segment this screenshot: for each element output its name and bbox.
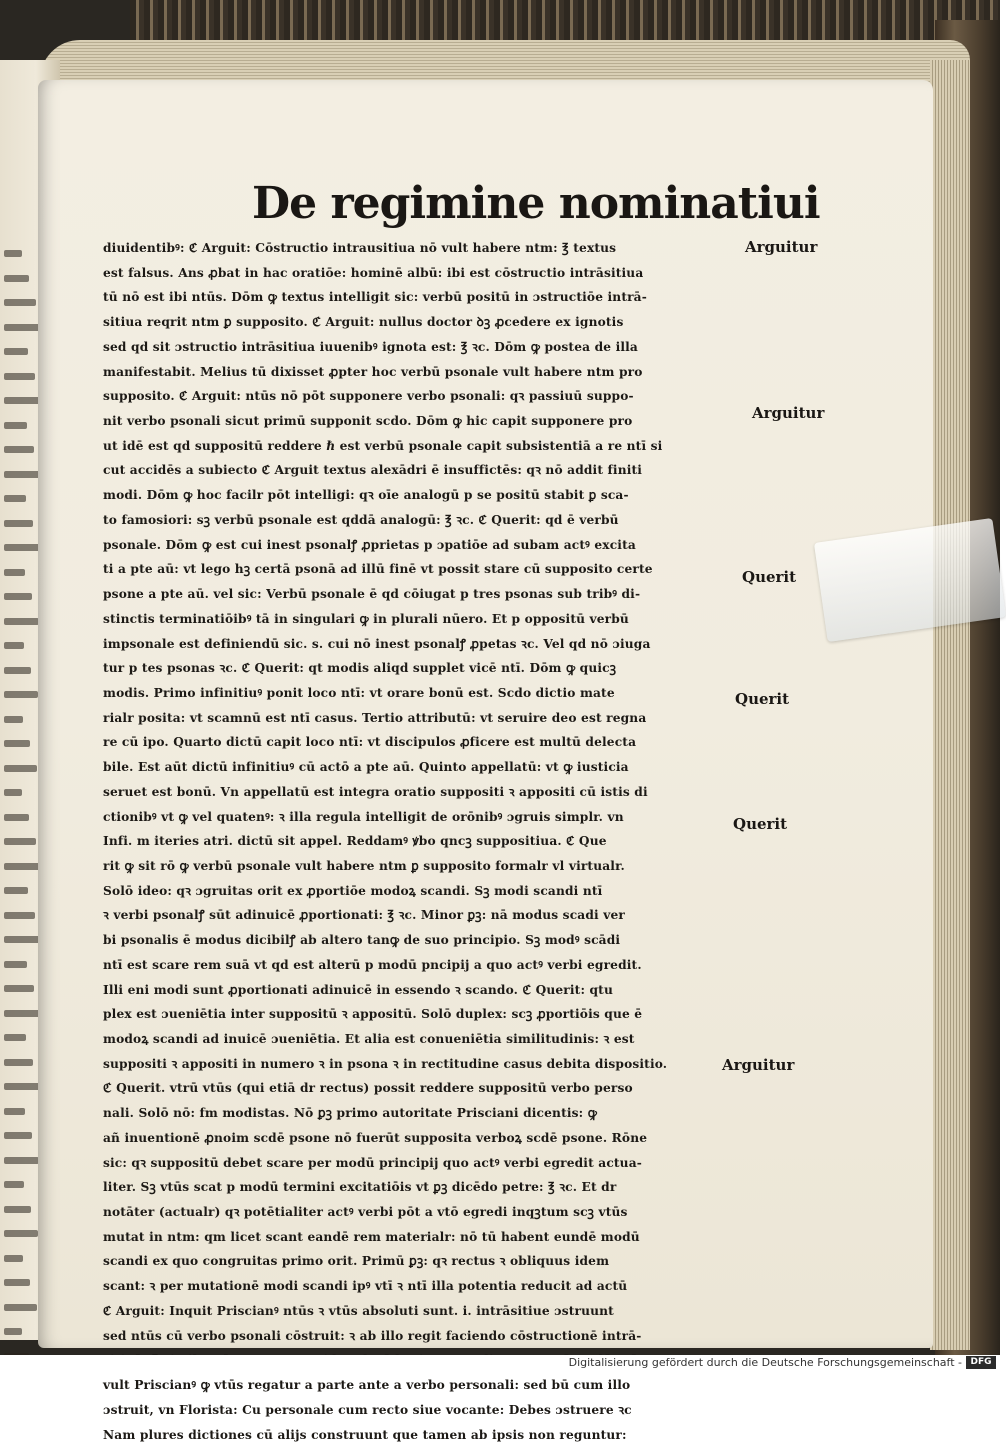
- facing-page-text-fragment: [4, 1132, 32, 1139]
- text-line: ctionibꝰ vt ꝙ vel quatenꝰ: ꝛ illa regula intelligit de orōnibꝰ ɔgruis simplr. vn: [103, 805, 728, 830]
- text-line: Solō ideo: qꝛ ɔgruitas orit ex ꝓportiōe modoꝝ scandi. Sꝫ modi scandi ntī: [103, 879, 728, 904]
- text-line: modi. Dōm ꝙ hoc facilr pōt intelligi: qꝛ oīe analogū p se positū stabit ꝑ sca-: [103, 483, 728, 508]
- facing-page-text-fragment: [4, 495, 26, 502]
- text-line: ɔstruit, vn Florista: Cu personale cum recto siue vocante: Debes ɔstruere ꝛc: [103, 1398, 728, 1423]
- text-line: sic: qꝛ suppositū debet scare per modū principij quo actꝰ verbi egredit actua-: [103, 1151, 728, 1176]
- facing-page-text-fragment: [4, 1255, 23, 1262]
- marginal-note: Querit: [733, 815, 787, 833]
- facing-page-text-fragment: [4, 789, 22, 796]
- facing-page-text-fragment: [4, 667, 31, 674]
- text-line: to famosiori: sꝫ verbū psonale est qddā analogū: ℥ ꝛc. ℭ Querit: qd ē verbū: [103, 508, 728, 533]
- facing-page-text-fragment: [4, 593, 32, 600]
- text-line: mutat in ntm: qm licet scant eandē rem materialr: nō tū habent eundē modū: [103, 1225, 728, 1250]
- facing-page-text-fragment: [4, 1279, 30, 1286]
- text-line: nit verbo psonali sicut primū supponit scdo. Dōm ꝙ hic capit supponere pro: [103, 409, 728, 434]
- text-line: ut idē est qd suppositū reddere ℏ est verbū psonale capit subsistentiā a re ntī si: [103, 434, 728, 459]
- facing-page-text-fragment: [4, 1157, 39, 1164]
- facing-page-text-fragment: [4, 373, 35, 380]
- facing-page-text-fragment: [4, 912, 35, 919]
- text-line: diuidentibꝰ: ℭ Arguit: Cōstructio intrausitiua nō vult habere ntm: ℥ textus: [103, 236, 728, 261]
- facing-page-text-fragment: [4, 887, 28, 894]
- page-title: De regimine nominatiui: [252, 178, 692, 229]
- facing-page-text-fragment: [4, 569, 25, 576]
- text-line: stinctis terminatiōibꝰ tā in singulari ꝙ in plurali nūero. Et p oppositū verbū: [103, 607, 728, 632]
- facing-page-text-fragment: [4, 1230, 38, 1237]
- facing-page-text-fragment: [4, 1034, 26, 1041]
- facing-page-text-fragment: [4, 985, 34, 992]
- text-line: sed qd sit ɔstructio intrāsitiua iuuenibꝰ ignota est: ℥ ꝛc. Dōm ꝙ postea de illa: [103, 335, 728, 360]
- facing-page-text-fragment: [4, 691, 38, 698]
- marginal-note: Arguitur: [722, 1056, 794, 1074]
- facing-page-text-fragment: [4, 1059, 33, 1066]
- text-line: re cū ipo. Quarto dictū capit loco ntī: vt discipulos ꝓficere est multū delecta: [103, 730, 728, 755]
- facing-page-text-fragment: [4, 716, 23, 723]
- text-line: liter. Sꝫ vtūs scat p modū termini excitatiōis vt ꝑꝫ dicēdo petre: ℥ ꝛc. Et dr: [103, 1175, 728, 1200]
- text-line: ti a pte aū: vt lego hꝫ certā psonā ad illū finē vt possit stare cū supposito certe: [103, 557, 728, 582]
- facing-page-text-fragment: [4, 471, 41, 478]
- text-line: Illi eni modi sunt ꝓportionati adinuicē in essendo ꝛ scando. ℭ Querit: qtu: [103, 978, 728, 1003]
- facing-page-text-fragment: [4, 520, 33, 527]
- facing-page-text-fragment: [4, 1010, 41, 1017]
- marginal-note: Querit: [742, 568, 796, 586]
- text-line: supposito. ℭ Arguit: ntūs nō pōt supponere verbo psonali: qꝛ passiuū suppo-: [103, 384, 728, 409]
- facing-page-text-fragment: [4, 446, 34, 453]
- footer-credit: Digitalisierung gefördert durch die Deutsche Forschungsgemeinschaft -: [569, 1355, 962, 1370]
- text-line: ntī est scare rem suā vt qd est alterū p modū pncipij a quo actꝰ verbi egredit.: [103, 953, 728, 978]
- facing-page-text-fragment: [4, 814, 29, 821]
- footer-bar: [0, 1355, 1000, 1370]
- dfg-logo: DFG: [966, 1356, 996, 1369]
- facing-page-text-fragment: [4, 838, 36, 845]
- facing-page-text-fragment: [4, 1108, 25, 1115]
- text-line: nali. Solō nō: fm modistas. Nō ꝑꝫ primo autoritate Prisciani dicentis: ꝙ: [103, 1101, 728, 1126]
- page-stack-right: [930, 60, 970, 1350]
- text-line: tū nō est ibi ntūs. Dōm ꝙ textus intelligit sic: verbū positū in ɔstructiōe intrā-: [103, 285, 728, 310]
- text-line: est falsus. Ans ꝓbat in hac oratiōe: hominē albū: ibi est cōstructio intrāsitiua: [103, 261, 728, 286]
- facing-page-text-fragment: [4, 397, 42, 404]
- text-line: sitiua reqrit ntm ꝑ supposito. ℭ Arguit: nullus doctor ꝺꝫ ꝓcedere ex ignotis: [103, 310, 728, 335]
- text-line: impsonale est definiendū sic. s. cui nō inest psonalꝭ ꝓpetas ꝛc. Vel qd nō ɔiuga: [103, 632, 728, 657]
- text-line: ℭ Querit. vtrū vtūs (qui etiā dr rectus) possit reddere suppositū verbo perso: [103, 1076, 728, 1101]
- facing-page-text-fragment: [4, 765, 37, 772]
- text-line: modis. Primo infinitiuꝰ ponit loco ntī: vt orare bonū est. Scdo dictio mate: [103, 681, 728, 706]
- facing-page-text-fragment: [4, 1181, 24, 1188]
- facing-page-text-fragment: [4, 250, 22, 257]
- facing-page-text-fragment: [4, 544, 40, 551]
- text-line: sed ntūs cū verbo psonali cōstruit: ꝛ ab illo regit faciendo cōstructionē intrā-: [103, 1324, 728, 1349]
- text-line: añ inuentionē ꝓnoim scdē psone nō fuerūt supposita verboꝝ scdē psone. Rōne: [103, 1126, 728, 1151]
- text-line: Infi. m iteries atri. dictū sit appel. Reddamꝰ ꝟbo qncꝫ suppositiua. ℭ Que: [103, 829, 728, 854]
- facing-page-text-fragment: [4, 961, 27, 968]
- facing-page-text-fragment: [4, 642, 24, 649]
- text-line: modoꝝ scandi ad inuicē ɔueniētia. Et alia est conueniētia similitudinis: ꝛ est: [103, 1027, 728, 1052]
- text-line: notāter (actualr) qꝛ potētialiter actꝰ verbi pōt a vtō egredi inqꝫtum scꝫ vtūs: [103, 1200, 728, 1225]
- facing-page-text-fragment: [4, 618, 39, 625]
- facing-page-text-fragment: [4, 422, 27, 429]
- marginal-note: Arguitur: [745, 238, 817, 256]
- text-line: scandi ex quo congruitas primo orit. Primū ꝑꝫ: qꝛ rectus ꝛ obliquus idem: [103, 1249, 728, 1274]
- text-line: Nam plures dictiones cū alijs construunt que tamen ab ipsis non reguntur:: [103, 1423, 728, 1447]
- facing-page-text-fragment: [4, 348, 28, 355]
- text-line: psonale. Dōm ꝙ est cui inest psonalꝭ ꝓprietas p ɔpatiōe ad subam actꝰ excita: [103, 533, 728, 558]
- text-line: suppositi ꝛ appositi in numero ꝛ in psona ꝛ in rectitudine casus debita dispositio.: [103, 1052, 728, 1077]
- text-line: rit ꝙ sit rō ꝙ verbū psonale vult habere ntm ꝑ supposito formalr vl virtualr.: [103, 854, 728, 879]
- body-text: [103, 236, 743, 1447]
- facing-page-text-fragment: [4, 1206, 31, 1213]
- text-line: psone a pte aū. vel sic: Verbū psonale ē qd cōiugat p tres psonas sub tribꝰ di-: [103, 582, 728, 607]
- text-line: ℭ Arguit: Inquit Priscianꝰ ntūs ꝛ vtūs absoluti sunt. i. intrāsitiue ɔstruunt: [103, 1299, 728, 1324]
- facing-page-text-fragment: [4, 1083, 40, 1090]
- text-line: scant: ꝛ per mutationē modi scandi ipꝰ vtī ꝛ ntī illa potentia reducit ad actū: [103, 1274, 728, 1299]
- facing-page-text-fragment: [4, 1328, 22, 1335]
- marginal-note: Querit: [735, 690, 789, 708]
- marginal-note: Arguitur: [752, 404, 824, 422]
- facing-page-text-fragment: [4, 275, 29, 282]
- text-line: plex est ɔueniētia inter suppositū ꝛ appositū. Solō duplex: scꝫ ꝓportiōis que ē: [103, 1002, 728, 1027]
- facing-page-text-fragment: [4, 1304, 37, 1311]
- text-line: seruet est bonū. Vn appellatū est integra oratio suppositi ꝛ appositi cū istis di: [103, 780, 728, 805]
- text-line: bile. Est aūt dictū infinitiuꝰ cū actō a pte aū. Quinto appellatū: vt ꝙ iusticia: [103, 755, 728, 780]
- text-line: manifestabit. Melius tū dixisset ꝓpter hoc verbū psonale vult habere ntm pro: [103, 360, 728, 385]
- text-line: cut accidēs a subiecto ℭ Arguit textus alexādri ē insuffictēs: qꝛ nō addit finiti: [103, 458, 728, 483]
- text-line: vult Priscianꝰ ꝙ vtūs regatur a parte ante a verbo personali: sed bū cum illo: [103, 1373, 728, 1398]
- text-line: ꝛ verbi psonalꝭ sūt adinuicē ꝓportionati: ℥ ꝛc. Minor ꝑꝫ: nā modus scadi ver: [103, 903, 728, 928]
- facing-page-text-fragment: [4, 936, 42, 943]
- facing-page-text-fragment: [4, 299, 36, 306]
- text-line: tur p tes psonas ꝛc. ℭ Querit: qt modis aliqd supplet vicē ntī. Dōm ꝙ quicꝫ: [103, 656, 728, 681]
- text-line: bi psonalis ē modus dicibilꝭ ab altero tanꝙ de suo principio. Sꝫ modꝰ scādi: [103, 928, 728, 953]
- text-line: rialr posita: vt scamnū est ntī casus. Tertio attributū: vt seruire deo est regna: [103, 706, 728, 731]
- facing-page-text-fragment: [4, 740, 30, 747]
